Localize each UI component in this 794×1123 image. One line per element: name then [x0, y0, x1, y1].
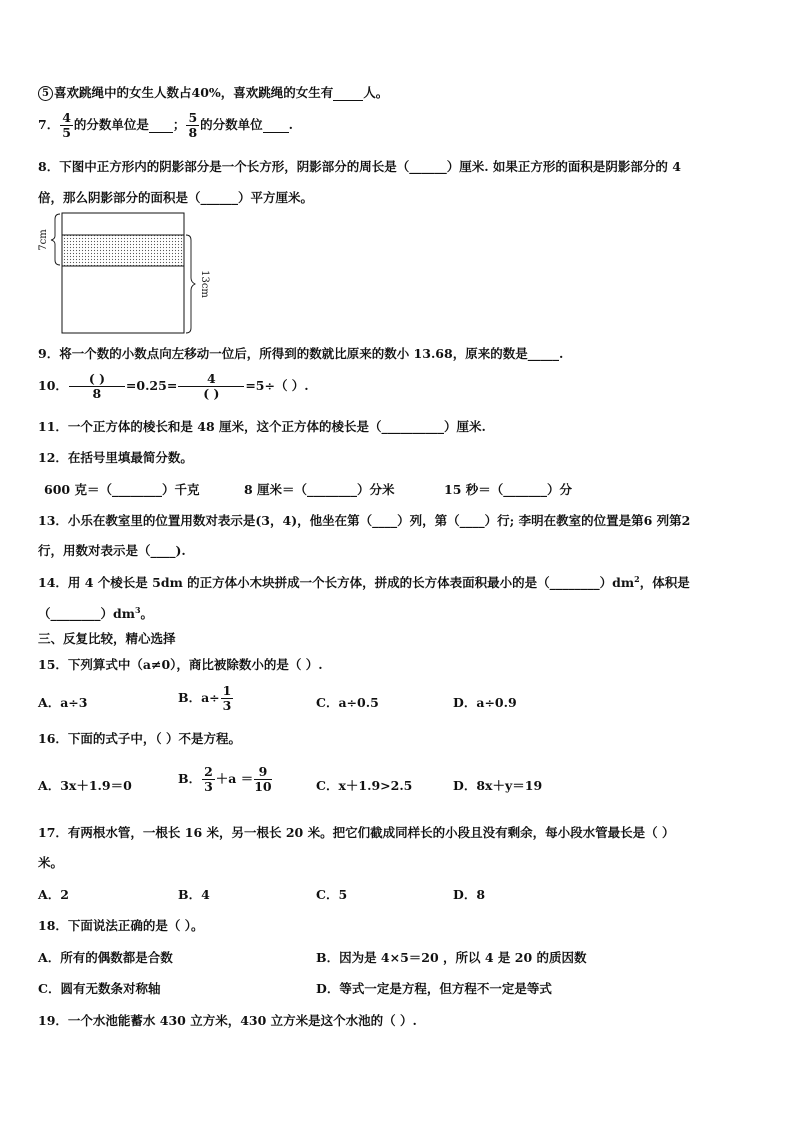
- answer-blank[interactable]: [149, 117, 173, 133]
- superscript-2: 2: [634, 573, 640, 584]
- fraction-5-8: $\frac{5}{8}$: [188, 110, 198, 140]
- question-14-line-1: [38, 573, 690, 591]
- square-outline: [62, 213, 184, 333]
- q16-b-middle: ＋a ＝: [215, 771, 254, 786]
- question-12-title: 12．在括号里填最简分数。: [38, 450, 193, 465]
- q15-option-b[interactable]: [178, 684, 234, 713]
- question-13-line-1: 13．小乐在教室里的位置用数对表示是(3，4)，他坐在第（____）列，第（____）行; 李明在教室的位置是第6 列第2: [38, 513, 691, 528]
- q7-sep: ；: [172, 117, 186, 132]
- fraction-2-3: $\frac{2}{3}$: [204, 764, 213, 794]
- question-17-line-2: 米。: [38, 855, 64, 870]
- question-18: 18．下面说法正确的是（ ）。: [38, 918, 204, 933]
- q17-option-a[interactable]: A．2: [38, 887, 69, 902]
- q10-number: 10．: [38, 378, 68, 393]
- question-9: 9．将一个数的小数点向左移动一位后，所得到的数就比原来的数小 13.68，原来的数是_____.: [38, 346, 564, 361]
- question-10: [38, 372, 309, 401]
- question-14-line-2: [38, 604, 153, 622]
- q10-end: =5÷（ ）.: [245, 378, 309, 393]
- question-8-line-1: 8．下图中正方形内的阴影部分是一个长方形，阴影部分的周长是（______）厘米. 如果正方形的面积是阴影部分的 4: [38, 159, 681, 174]
- q16-option-b[interactable]: [178, 765, 273, 794]
- q7-number: 7．: [38, 117, 60, 132]
- fraction-4-blank: $\frac{4}{( )}$: [178, 372, 244, 401]
- q16-option-c[interactable]: C．x＋1.9>2.5: [316, 778, 413, 793]
- q12-item-b: 8 厘米＝（________）分米: [244, 482, 395, 497]
- fraction-blank-8: $\frac{( )}{8}$: [69, 372, 125, 401]
- q15-option-c[interactable]: C．a÷0.5: [316, 695, 379, 710]
- q7-text-2: 的分数单位: [200, 117, 263, 132]
- q14-text-4: 。: [140, 606, 154, 621]
- answer-blank[interactable]: [333, 85, 363, 101]
- q7-end: .: [288, 117, 294, 132]
- q17-option-c[interactable]: C．5: [316, 887, 348, 902]
- q5-sub-text: 喜欢跳绳中的女生人数占40%，喜欢跳绳的女生有: [54, 85, 334, 100]
- question-13-line-2: 行，用数对表示是（____).: [38, 543, 186, 558]
- fraction-1-3: $\frac{1}{3}$: [222, 683, 232, 713]
- q14-text-3: （________）dm: [38, 606, 135, 621]
- q18-option-a[interactable]: A．所有的偶数都是合数: [38, 950, 173, 965]
- q18-option-d[interactable]: D．等式一定是方程，但方程不一定是等式: [316, 981, 552, 996]
- q15-option-d[interactable]: D．a÷0.9: [453, 695, 517, 710]
- q17-option-b[interactable]: B．4: [178, 887, 210, 902]
- circled-number: 5: [38, 86, 53, 101]
- right-brace: [186, 235, 195, 333]
- question-19: 19．一个水池能蓄水 430 立方米，430 立方米是这个水池的（ ）.: [38, 1013, 417, 1028]
- answer-blank[interactable]: [263, 117, 289, 133]
- q15-option-a[interactable]: A．a÷3: [38, 695, 88, 710]
- q16-option-d[interactable]: D．8x＋y＝19: [453, 778, 543, 793]
- question-16: 16．下面的式子中，（ ）不是方程。: [38, 731, 241, 746]
- q14-text-2: ，体积是: [639, 575, 690, 590]
- fraction-4-5: $\frac{4}{5}$: [62, 110, 71, 140]
- question-8-line-2: 倍，那么阴影部分的面积是（______）平方厘米。: [38, 190, 314, 205]
- q15-b-prefix: B．a÷: [178, 690, 220, 705]
- q12-item-a: 600 克＝（________）千克: [44, 482, 200, 497]
- q14-text-1: 14．用 4 个棱长是 5dm 的正方体小木块拼成一个长方体，拼成的长方体表面积最小的是（________）dm: [38, 575, 635, 590]
- q17-option-d[interactable]: D．8: [453, 887, 486, 902]
- q12-item-c: 15 秒＝（_______）分: [444, 482, 572, 497]
- label-7cm: 7cm: [38, 229, 49, 251]
- q16-option-a[interactable]: A．3x＋1.9＝0: [38, 778, 132, 793]
- q7-text-1: 的分数单位是: [73, 117, 149, 132]
- question-15: 15．下列算式中（a≠0），商比被除数小的是（ ）.: [38, 657, 323, 672]
- question-11: 11．一个正方体的棱长和是 48 厘米，这个正方体的棱长是（__________）厘米.: [38, 419, 486, 434]
- shaded-rectangle: [62, 235, 184, 266]
- q18-option-b[interactable]: B．因为是 4×5＝20 ，所以 4 是 20 的质因数: [316, 950, 587, 965]
- square-figure: [36, 210, 216, 338]
- q5-sub-end: 人。: [363, 85, 389, 100]
- question-17-line-1: 17．有两根水管，一根长 16 米，另一根长 20 米。把它们截成同样长的小段且没有剩余，每小段水管最长是（ ）: [38, 825, 675, 840]
- question-7: [38, 111, 293, 140]
- q16-b-prefix: B．: [178, 771, 202, 786]
- q5-sub-line: [38, 83, 388, 101]
- label-13cm: 13cm: [199, 270, 210, 298]
- q10-middle: =0.25=: [125, 378, 178, 393]
- superscript-3: 3: [134, 604, 141, 615]
- fraction-9-10: $\frac{9}{10}$: [254, 764, 272, 794]
- section-heading: 三、反复比较，精心选择: [38, 631, 176, 646]
- q18-option-c[interactable]: C．圆有无数条对称轴: [38, 981, 161, 996]
- left-brace: [51, 214, 60, 265]
